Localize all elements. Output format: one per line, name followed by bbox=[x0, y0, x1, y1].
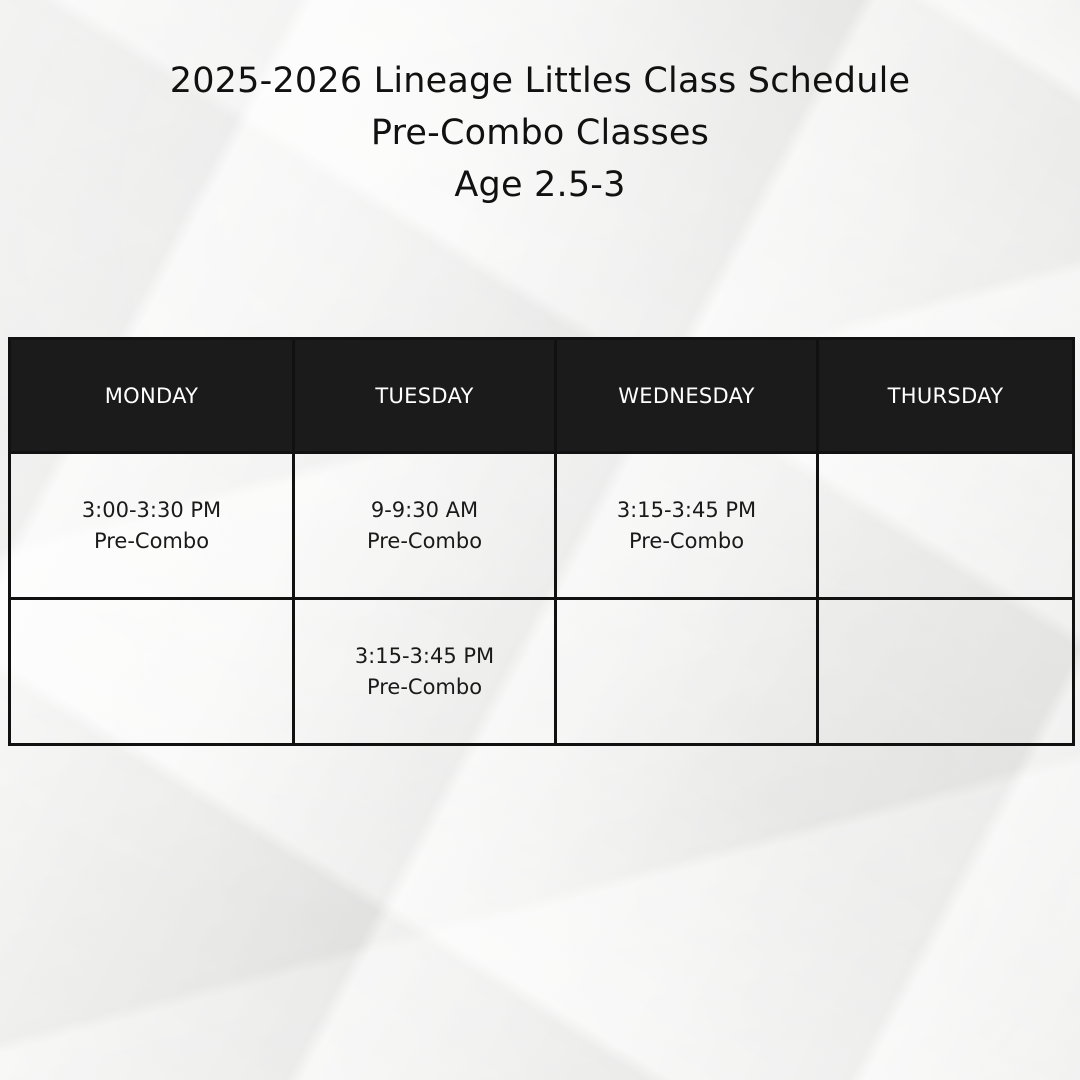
age-range: Age 2.5-3 bbox=[454, 165, 626, 205]
schedule-cell-wednesday bbox=[556, 599, 818, 745]
schedule-cell-wednesday bbox=[556, 453, 818, 599]
schedule-cell-thursday bbox=[818, 453, 1074, 599]
schedule-cell-monday bbox=[10, 599, 294, 745]
schedule-table bbox=[8, 337, 1075, 746]
day-header-tuesday: TUESDAY bbox=[294, 339, 556, 453]
schedule-row bbox=[10, 453, 1074, 599]
day-header-row bbox=[10, 339, 1074, 453]
schedule-cell-tuesday bbox=[294, 599, 556, 745]
schedule-cell-thursday bbox=[818, 599, 1074, 745]
class-time: 3:15-3:45 PM bbox=[354, 643, 495, 668]
class-time: 3:00-3:30 PM bbox=[81, 497, 222, 522]
class-time: 9-9:30 AM bbox=[370, 497, 479, 522]
class-name: Pre-Combo bbox=[366, 674, 483, 699]
schedule-title: 2025-2026 Lineage Littles Class Schedule bbox=[169, 61, 911, 101]
day-header-monday: MONDAY bbox=[10, 339, 294, 453]
page-heading bbox=[0, 55, 1080, 211]
schedule-cell-monday bbox=[10, 453, 294, 599]
class-time: 3:15-3:45 PM bbox=[616, 497, 757, 522]
schedule-cell-tuesday bbox=[294, 453, 556, 599]
day-header-wednesday: WEDNESDAY bbox=[556, 339, 818, 453]
schedule-row bbox=[10, 599, 1074, 745]
day-header-thursday: THURSDAY bbox=[818, 339, 1074, 453]
class-name: Pre-Combo bbox=[366, 528, 483, 553]
schedule-subtitle: Pre-Combo Classes bbox=[370, 113, 710, 153]
class-name: Pre-Combo bbox=[93, 528, 210, 553]
class-name: Pre-Combo bbox=[628, 528, 745, 553]
